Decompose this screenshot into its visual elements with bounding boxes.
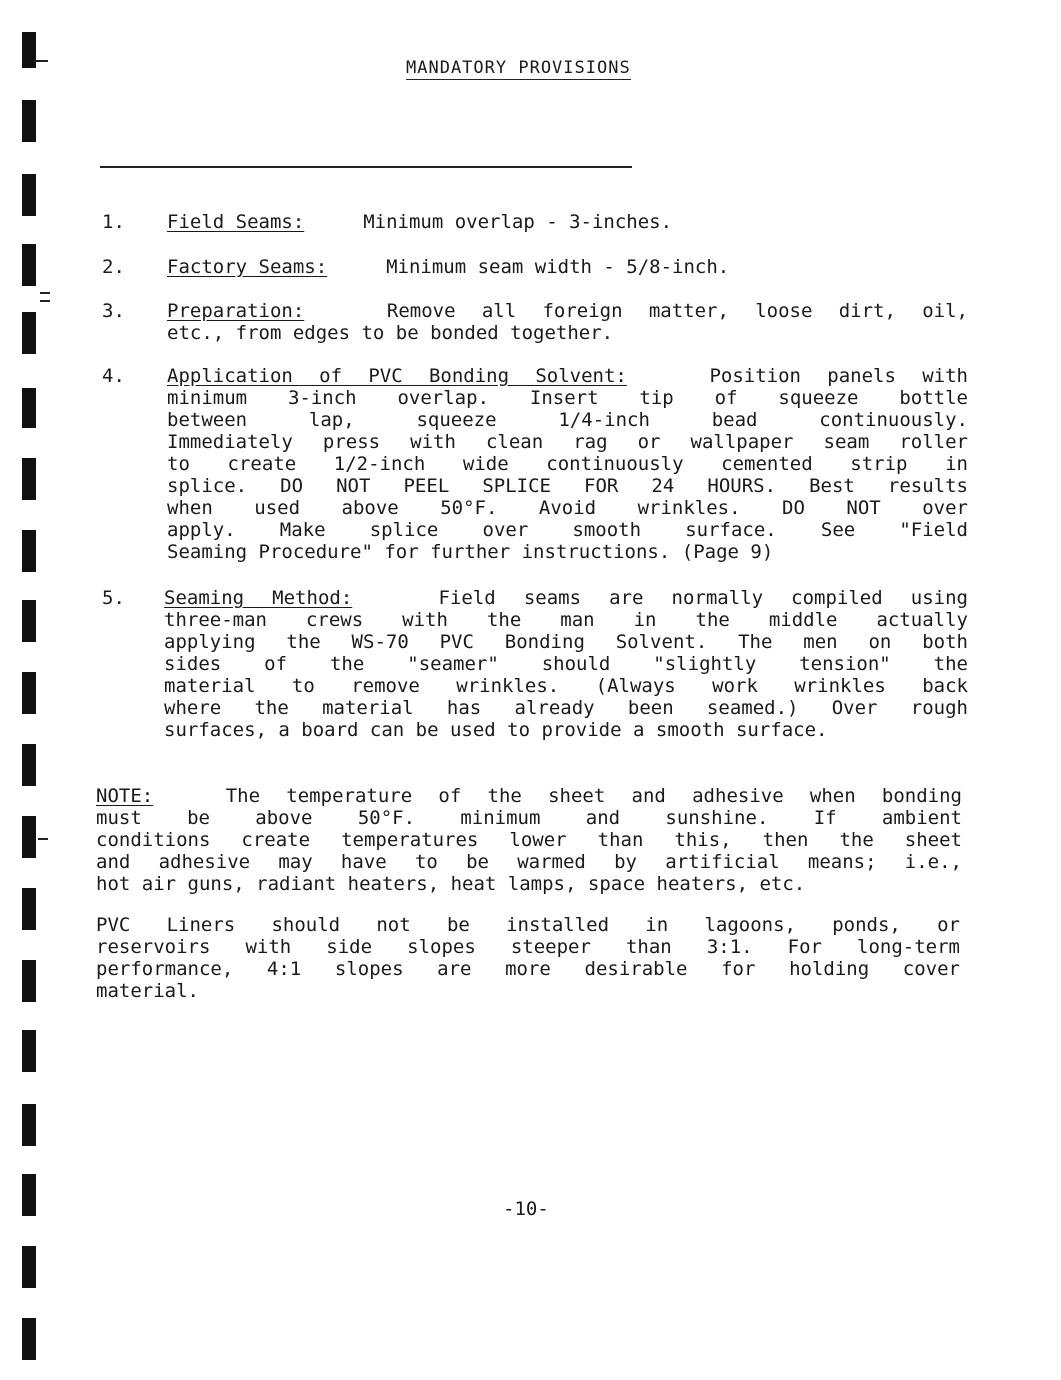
binder-mark xyxy=(22,1104,36,1146)
binder-mark xyxy=(22,32,36,68)
binder-tick xyxy=(38,838,48,840)
item-text-line: surfaces, a board can be used to provide a smooth surface. xyxy=(164,719,828,741)
binder-tick xyxy=(40,300,50,302)
horizontal-rule xyxy=(100,166,632,168)
paragraph-text-line: PVC Liners should not be installed in lagoons, ponds, or xyxy=(96,914,960,936)
binder-mark xyxy=(22,530,36,572)
binder-mark xyxy=(22,312,36,354)
binder-tick xyxy=(40,292,50,294)
binder-tick xyxy=(34,60,48,62)
item-text-line: Minimum seam width - 5/8-inch. xyxy=(386,256,730,278)
item-text-line: Field seams are normally compiled using xyxy=(438,587,968,609)
item-number: 4. xyxy=(102,365,125,387)
item-text-line: Remove all foreign matter, loose dirt, oil, xyxy=(386,300,968,322)
binder-mark xyxy=(22,744,36,786)
item-heading: Seaming Method: xyxy=(164,587,353,609)
note-text-line: hot air guns, radiant heaters, heat lamps, space heaters, etc. xyxy=(96,873,806,895)
item-text-line: Position panels with xyxy=(709,365,968,387)
item-text-line: etc., from edges to be bonded together. xyxy=(167,322,614,344)
item-text-line: minimum 3-inch overlap. Insert tip of squeeze bottle xyxy=(167,387,968,409)
binder-mark xyxy=(22,960,36,1002)
paragraph-text-line: material. xyxy=(96,980,199,1002)
item-text-line: where the material has already been seamed.) Over rough xyxy=(164,697,968,719)
paragraph-text-line: reservoirs with side slopes steeper than 3:1. For long-term xyxy=(96,936,960,958)
binder-mark xyxy=(22,458,36,500)
binder-mark xyxy=(22,1174,36,1216)
binder-mark xyxy=(22,672,36,714)
item-text-line: when used above 50°F. Avoid wrinkles. DO NOT over xyxy=(167,497,968,519)
binder-mark xyxy=(22,888,36,930)
binder-mark xyxy=(22,1318,36,1360)
item-text-line: apply. Make splice over smooth surface. See "Field xyxy=(167,519,968,541)
item-number: 3. xyxy=(102,300,125,322)
item-text-line: sides of the "seamer" should "slightly tension" the xyxy=(164,653,968,675)
binder-mark xyxy=(22,244,36,286)
item-text-line: three-man crews with the man in the middle actually xyxy=(164,609,968,631)
page-number: -10- xyxy=(503,1198,549,1220)
note-text-line: must be above 50°F. minimum and sunshine. If ambient xyxy=(96,807,962,829)
item-number: 2. xyxy=(102,256,125,278)
binder-mark xyxy=(22,816,36,858)
item-text-line: material to remove wrinkles. (Always work wrinkles back xyxy=(164,675,968,697)
binder-mark xyxy=(22,1030,36,1072)
item-text-line: Minimum overlap - 3-inches. xyxy=(363,211,673,233)
note-text-line: and adhesive may have to be warmed by artificial means; i.e., xyxy=(96,851,962,873)
note-paragraph xyxy=(96,785,962,895)
page-title: MANDATORY PROVISIONS xyxy=(406,58,631,78)
item-text-line: between lap, squeeze 1/4-inch bead continuously. xyxy=(167,409,968,431)
item-heading: Preparation: xyxy=(167,300,305,322)
item-number: 5. xyxy=(102,587,125,609)
binder-mark xyxy=(22,1246,36,1288)
closing-paragraph xyxy=(96,914,960,1002)
item-text-line: Immediately press with clean rag or wallpaper seam roller xyxy=(167,431,968,453)
note-label: NOTE: xyxy=(96,785,154,807)
binder-mark xyxy=(22,600,36,642)
item-text-line: splice. DO NOT PEEL SPLICE FOR 24 HOURS. Best results xyxy=(167,475,968,497)
item-heading: Application of PVC Bonding Solvent: xyxy=(167,365,627,387)
item-number: 1. xyxy=(102,211,125,233)
note-text-line: The temperature of the sheet and adhesive when bonding xyxy=(225,785,962,807)
item-heading: Factory Seams: xyxy=(167,256,328,278)
binder-mark xyxy=(22,100,36,142)
note-text-line: conditions create temperatures lower than this, then the sheet xyxy=(96,829,962,851)
binder-mark xyxy=(22,174,36,216)
item-text-line: to create 1/2-inch wide continuously cemented strip in xyxy=(167,453,968,475)
item-text-line: Seaming Procedure" for further instructions. (Page 9) xyxy=(167,541,774,563)
paragraph-text-line: performance, 4:1 slopes are more desirable for holding cover xyxy=(96,958,960,980)
item-text-line: applying the WS-70 PVC Bonding Solvent. The men on both xyxy=(164,631,968,653)
binder-mark xyxy=(22,388,36,428)
item-heading: Field Seams: xyxy=(167,211,305,233)
